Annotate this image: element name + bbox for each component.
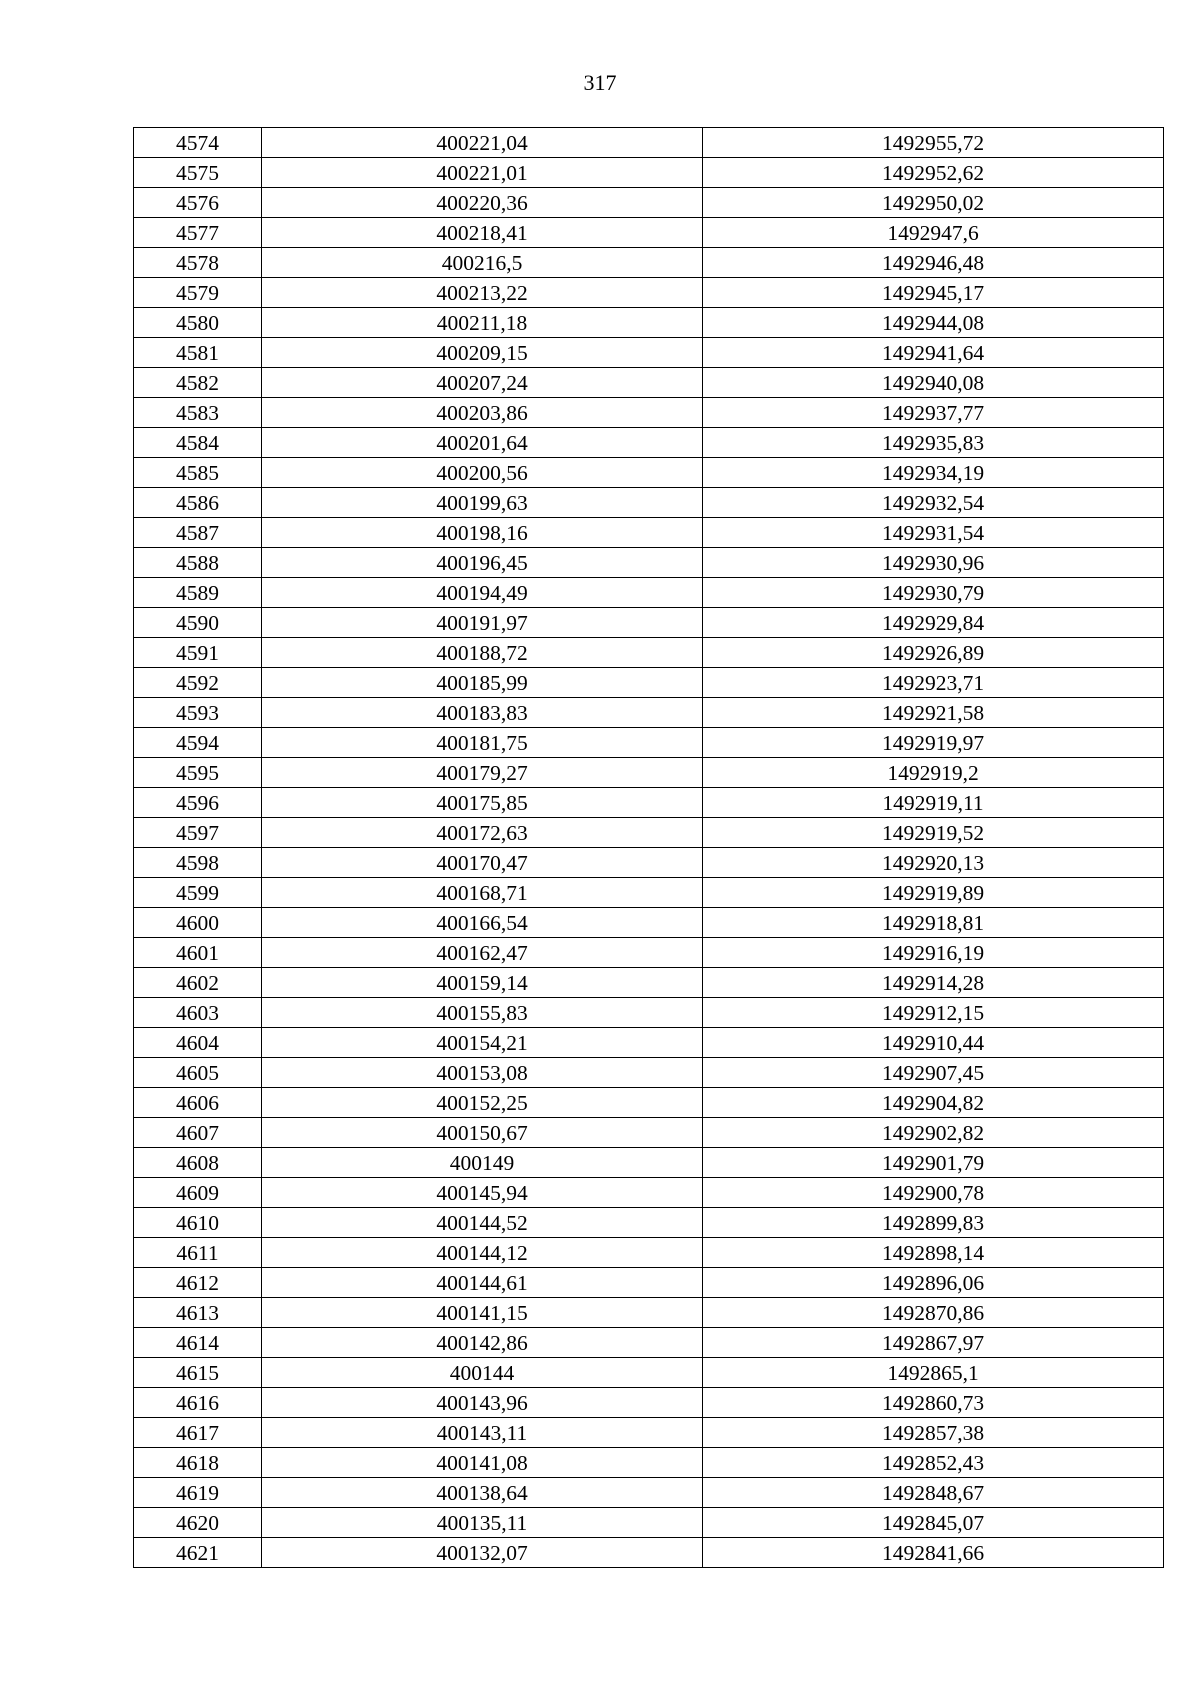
- x-coordinate-cell: 400144,61: [262, 1268, 703, 1298]
- y-coordinate-cell: 1492941,64: [703, 338, 1164, 368]
- y-coordinate-cell: 1492848,67: [703, 1478, 1164, 1508]
- x-coordinate-cell: 400185,99: [262, 668, 703, 698]
- table-row: [134, 1478, 1164, 1508]
- table-row: [134, 1538, 1164, 1568]
- point-number-cell: 4575: [134, 158, 262, 188]
- y-coordinate-cell: 1492919,52: [703, 818, 1164, 848]
- x-coordinate-cell: 400181,75: [262, 728, 703, 758]
- point-number-cell: 4608: [134, 1148, 262, 1178]
- table-row: [134, 1298, 1164, 1328]
- y-coordinate-cell: 1492937,77: [703, 398, 1164, 428]
- x-coordinate-cell: 400218,41: [262, 218, 703, 248]
- table-body: [134, 128, 1164, 1568]
- table-row: [134, 698, 1164, 728]
- point-number-cell: 4584: [134, 428, 262, 458]
- x-coordinate-cell: 400172,63: [262, 818, 703, 848]
- coordinates-table: [133, 127, 1164, 1568]
- x-coordinate-cell: 400159,14: [262, 968, 703, 998]
- x-coordinate-cell: 400209,15: [262, 338, 703, 368]
- x-coordinate-cell: 400203,86: [262, 398, 703, 428]
- x-coordinate-cell: 400135,11: [262, 1508, 703, 1538]
- point-number-cell: 4603: [134, 998, 262, 1028]
- table-row: [134, 1148, 1164, 1178]
- point-number-cell: 4581: [134, 338, 262, 368]
- y-coordinate-cell: 1492900,78: [703, 1178, 1164, 1208]
- y-coordinate-cell: 1492910,44: [703, 1028, 1164, 1058]
- x-coordinate-cell: 400211,18: [262, 308, 703, 338]
- table-row: [134, 278, 1164, 308]
- table-row: [134, 1268, 1164, 1298]
- x-coordinate-cell: 400221,01: [262, 158, 703, 188]
- table-row: [134, 1178, 1164, 1208]
- y-coordinate-cell: 1492920,13: [703, 848, 1164, 878]
- x-coordinate-cell: 400144,12: [262, 1238, 703, 1268]
- table-row: [134, 1028, 1164, 1058]
- point-number-cell: 4583: [134, 398, 262, 428]
- y-coordinate-cell: 1492930,96: [703, 548, 1164, 578]
- point-number-cell: 4609: [134, 1178, 262, 1208]
- y-coordinate-cell: 1492918,81: [703, 908, 1164, 938]
- x-coordinate-cell: 400144: [262, 1358, 703, 1388]
- x-coordinate-cell: 400191,97: [262, 608, 703, 638]
- x-coordinate-cell: 400141,15: [262, 1298, 703, 1328]
- y-coordinate-cell: 1492904,82: [703, 1088, 1164, 1118]
- y-coordinate-cell: 1492945,17: [703, 278, 1164, 308]
- point-number-cell: 4585: [134, 458, 262, 488]
- y-coordinate-cell: 1492919,11: [703, 788, 1164, 818]
- point-number-cell: 4576: [134, 188, 262, 218]
- y-coordinate-cell: 1492929,84: [703, 608, 1164, 638]
- y-coordinate-cell: 1492852,43: [703, 1448, 1164, 1478]
- table-row: [134, 908, 1164, 938]
- table-row: [134, 1418, 1164, 1448]
- y-coordinate-cell: 1492902,82: [703, 1118, 1164, 1148]
- y-coordinate-cell: 1492919,97: [703, 728, 1164, 758]
- y-coordinate-cell: 1492940,08: [703, 368, 1164, 398]
- point-number-cell: 4618: [134, 1448, 262, 1478]
- point-number-cell: 4602: [134, 968, 262, 998]
- table-row: [134, 818, 1164, 848]
- point-number-cell: 4577: [134, 218, 262, 248]
- x-coordinate-cell: 400183,83: [262, 698, 703, 728]
- point-number-cell: 4612: [134, 1268, 262, 1298]
- table-row: [134, 398, 1164, 428]
- y-coordinate-cell: 1492944,08: [703, 308, 1164, 338]
- point-number-cell: 4599: [134, 878, 262, 908]
- y-coordinate-cell: 1492952,62: [703, 158, 1164, 188]
- table-row: [134, 668, 1164, 698]
- table-row: [134, 368, 1164, 398]
- point-number-cell: 4579: [134, 278, 262, 308]
- x-coordinate-cell: 400194,49: [262, 578, 703, 608]
- point-number-cell: 4580: [134, 308, 262, 338]
- y-coordinate-cell: 1492860,73: [703, 1388, 1164, 1418]
- point-number-cell: 4621: [134, 1538, 262, 1568]
- y-coordinate-cell: 1492921,58: [703, 698, 1164, 728]
- y-coordinate-cell: 1492934,19: [703, 458, 1164, 488]
- point-number-cell: 4620: [134, 1508, 262, 1538]
- y-coordinate-cell: 1492899,83: [703, 1208, 1164, 1238]
- point-number-cell: 4619: [134, 1478, 262, 1508]
- x-coordinate-cell: 400168,71: [262, 878, 703, 908]
- table-row: [134, 1238, 1164, 1268]
- x-coordinate-cell: 400143,96: [262, 1388, 703, 1418]
- x-coordinate-cell: 400196,45: [262, 548, 703, 578]
- x-coordinate-cell: 400179,27: [262, 758, 703, 788]
- table-row: [134, 1088, 1164, 1118]
- y-coordinate-cell: 1492926,89: [703, 638, 1164, 668]
- y-coordinate-cell: 1492923,71: [703, 668, 1164, 698]
- table-row: [134, 1328, 1164, 1358]
- y-coordinate-cell: 1492907,45: [703, 1058, 1164, 1088]
- table-row: [134, 428, 1164, 458]
- table-row: [134, 1208, 1164, 1238]
- point-number-cell: 4614: [134, 1328, 262, 1358]
- point-number-cell: 4598: [134, 848, 262, 878]
- x-coordinate-cell: 400200,56: [262, 458, 703, 488]
- table-row: [134, 638, 1164, 668]
- table-row: [134, 1058, 1164, 1088]
- point-number-cell: 4615: [134, 1358, 262, 1388]
- point-number-cell: 4600: [134, 908, 262, 938]
- point-number-cell: 4582: [134, 368, 262, 398]
- x-coordinate-cell: 400199,63: [262, 488, 703, 518]
- table-row: [134, 728, 1164, 758]
- x-coordinate-cell: 400153,08: [262, 1058, 703, 1088]
- y-coordinate-cell: 1492912,15: [703, 998, 1164, 1028]
- point-number-cell: 4607: [134, 1118, 262, 1148]
- point-number-cell: 4594: [134, 728, 262, 758]
- table-row: [134, 848, 1164, 878]
- x-coordinate-cell: 400162,47: [262, 938, 703, 968]
- x-coordinate-cell: 400207,24: [262, 368, 703, 398]
- x-coordinate-cell: 400143,11: [262, 1418, 703, 1448]
- y-coordinate-cell: 1492901,79: [703, 1148, 1164, 1178]
- table-row: [134, 578, 1164, 608]
- x-coordinate-cell: 400220,36: [262, 188, 703, 218]
- table-row: [134, 158, 1164, 188]
- point-number-cell: 4601: [134, 938, 262, 968]
- point-number-cell: 4613: [134, 1298, 262, 1328]
- y-coordinate-cell: 1492916,19: [703, 938, 1164, 968]
- x-coordinate-cell: 400141,08: [262, 1448, 703, 1478]
- y-coordinate-cell: 1492867,97: [703, 1328, 1164, 1358]
- point-number-cell: 4592: [134, 668, 262, 698]
- y-coordinate-cell: 1492950,02: [703, 188, 1164, 218]
- point-number-cell: 4588: [134, 548, 262, 578]
- point-number-cell: 4590: [134, 608, 262, 638]
- table-row: [134, 938, 1164, 968]
- point-number-cell: 4604: [134, 1028, 262, 1058]
- y-coordinate-cell: 1492932,54: [703, 488, 1164, 518]
- point-number-cell: 4616: [134, 1388, 262, 1418]
- table-row: [134, 608, 1164, 638]
- x-coordinate-cell: 400132,07: [262, 1538, 703, 1568]
- point-number-cell: 4617: [134, 1418, 262, 1448]
- point-number-cell: 4610: [134, 1208, 262, 1238]
- point-number-cell: 4605: [134, 1058, 262, 1088]
- table-row: [134, 1448, 1164, 1478]
- y-coordinate-cell: 1492946,48: [703, 248, 1164, 278]
- y-coordinate-cell: 1492857,38: [703, 1418, 1164, 1448]
- table-row: [134, 1508, 1164, 1538]
- table-row: [134, 998, 1164, 1028]
- x-coordinate-cell: 400149: [262, 1148, 703, 1178]
- y-coordinate-cell: 1492955,72: [703, 128, 1164, 158]
- y-coordinate-cell: 1492898,14: [703, 1238, 1164, 1268]
- x-coordinate-cell: 400216,5: [262, 248, 703, 278]
- x-coordinate-cell: 400170,47: [262, 848, 703, 878]
- point-number-cell: 4595: [134, 758, 262, 788]
- x-coordinate-cell: 400138,64: [262, 1478, 703, 1508]
- point-number-cell: 4591: [134, 638, 262, 668]
- point-number-cell: 4606: [134, 1088, 262, 1118]
- table-row: [134, 548, 1164, 578]
- table-row: [134, 878, 1164, 908]
- table-row: [134, 338, 1164, 368]
- y-coordinate-cell: 1492845,07: [703, 1508, 1164, 1538]
- y-coordinate-cell: 1492896,06: [703, 1268, 1164, 1298]
- x-coordinate-cell: 400188,72: [262, 638, 703, 668]
- table-row: [134, 308, 1164, 338]
- table-row: [134, 488, 1164, 518]
- table-row: [134, 1118, 1164, 1148]
- y-coordinate-cell: 1492919,2: [703, 758, 1164, 788]
- x-coordinate-cell: 400175,85: [262, 788, 703, 818]
- table-row: [134, 248, 1164, 278]
- x-coordinate-cell: 400213,22: [262, 278, 703, 308]
- y-coordinate-cell: 1492930,79: [703, 578, 1164, 608]
- y-coordinate-cell: 1492870,86: [703, 1298, 1164, 1328]
- y-coordinate-cell: 1492865,1: [703, 1358, 1164, 1388]
- table-row: [134, 458, 1164, 488]
- point-number-cell: 4578: [134, 248, 262, 278]
- x-coordinate-cell: 400166,54: [262, 908, 703, 938]
- point-number-cell: 4593: [134, 698, 262, 728]
- point-number-cell: 4597: [134, 818, 262, 848]
- x-coordinate-cell: 400198,16: [262, 518, 703, 548]
- table-row: [134, 188, 1164, 218]
- y-coordinate-cell: 1492947,6: [703, 218, 1164, 248]
- point-number-cell: 4596: [134, 788, 262, 818]
- x-coordinate-cell: 400154,21: [262, 1028, 703, 1058]
- point-number-cell: 4574: [134, 128, 262, 158]
- point-number-cell: 4611: [134, 1238, 262, 1268]
- table-row: [134, 518, 1164, 548]
- point-number-cell: 4589: [134, 578, 262, 608]
- point-number-cell: 4587: [134, 518, 262, 548]
- table-row: [134, 968, 1164, 998]
- x-coordinate-cell: 400145,94: [262, 1178, 703, 1208]
- y-coordinate-cell: 1492935,83: [703, 428, 1164, 458]
- table-row: [134, 788, 1164, 818]
- x-coordinate-cell: 400221,04: [262, 128, 703, 158]
- x-coordinate-cell: 400150,67: [262, 1118, 703, 1148]
- table-row: [134, 218, 1164, 248]
- y-coordinate-cell: 1492919,89: [703, 878, 1164, 908]
- x-coordinate-cell: 400201,64: [262, 428, 703, 458]
- x-coordinate-cell: 400142,86: [262, 1328, 703, 1358]
- x-coordinate-cell: 400144,52: [262, 1208, 703, 1238]
- table-row: [134, 1388, 1164, 1418]
- y-coordinate-cell: 1492914,28: [703, 968, 1164, 998]
- y-coordinate-cell: 1492841,66: [703, 1538, 1164, 1568]
- page-number: 317: [583, 70, 617, 95]
- table-row: [134, 758, 1164, 788]
- point-number-cell: 4586: [134, 488, 262, 518]
- table-row: [134, 1358, 1164, 1388]
- x-coordinate-cell: 400152,25: [262, 1088, 703, 1118]
- y-coordinate-cell: 1492931,54: [703, 518, 1164, 548]
- table-row: [134, 128, 1164, 158]
- x-coordinate-cell: 400155,83: [262, 998, 703, 1028]
